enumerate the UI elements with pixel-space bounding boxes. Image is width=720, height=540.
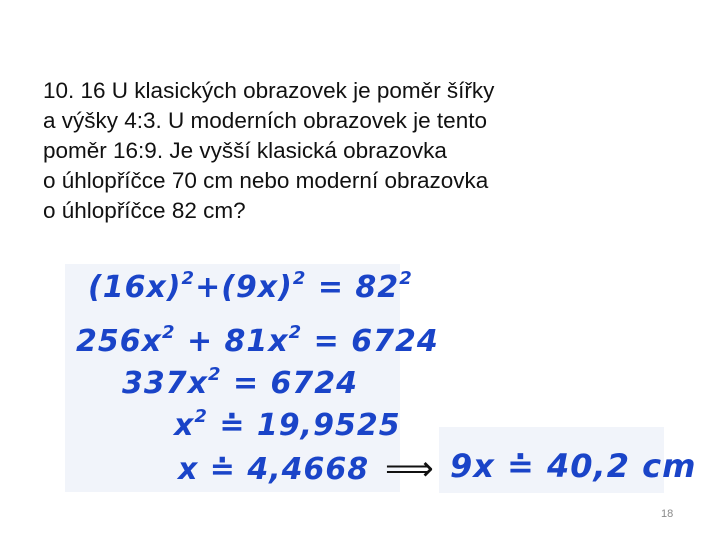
equation-term: 256x: [76, 324, 162, 359]
exponent: 2: [288, 322, 303, 343]
equation-term: x ≐ 4,4668: [178, 452, 370, 487]
problem-line: o úhlopříčce 70 cm nebo moderní obrazovka: [43, 168, 489, 193]
equation-term: +(9x): [195, 270, 293, 305]
problem-line: 10. 16 U klasických obrazovek je poměr šířky: [43, 78, 495, 103]
page-number: 18: [661, 508, 674, 520]
problem-line: o úhlopříčce 82 cm?: [43, 198, 246, 223]
result-equation: 9x ≐ 40,2 cm: [450, 447, 697, 485]
equation-term: = 6724: [232, 366, 359, 401]
exponent: 2: [399, 268, 413, 289]
exponent: 2: [207, 364, 222, 385]
equation-line-3: [122, 366, 358, 401]
equation-term: (16x): [88, 270, 182, 305]
equation-line-5: [178, 452, 369, 487]
exponent: 2: [292, 268, 307, 289]
equation-term: = 82: [317, 270, 400, 305]
exponent: 2: [181, 268, 196, 289]
equation-term: ≐ 19,9525: [219, 408, 401, 443]
equation-term: = 6724: [313, 324, 439, 359]
exponent: 2: [161, 322, 176, 343]
exponent: 2: [194, 406, 208, 427]
equation-term: 337x: [122, 366, 208, 401]
equation-term: x: [174, 408, 195, 443]
equation-line-1: [88, 270, 413, 305]
equation-term: + 81x: [186, 324, 289, 359]
problem-line: a výšky 4:3. U moderních obrazovek je tento: [43, 108, 487, 133]
equation-line-4: [174, 408, 401, 443]
problem-line: poměr 16:9. Je vyšší klasická obrazovka: [43, 138, 447, 163]
implies-arrow: ⟹: [385, 449, 434, 489]
problem-statement: [43, 76, 623, 226]
equation-line-2: [76, 324, 439, 359]
